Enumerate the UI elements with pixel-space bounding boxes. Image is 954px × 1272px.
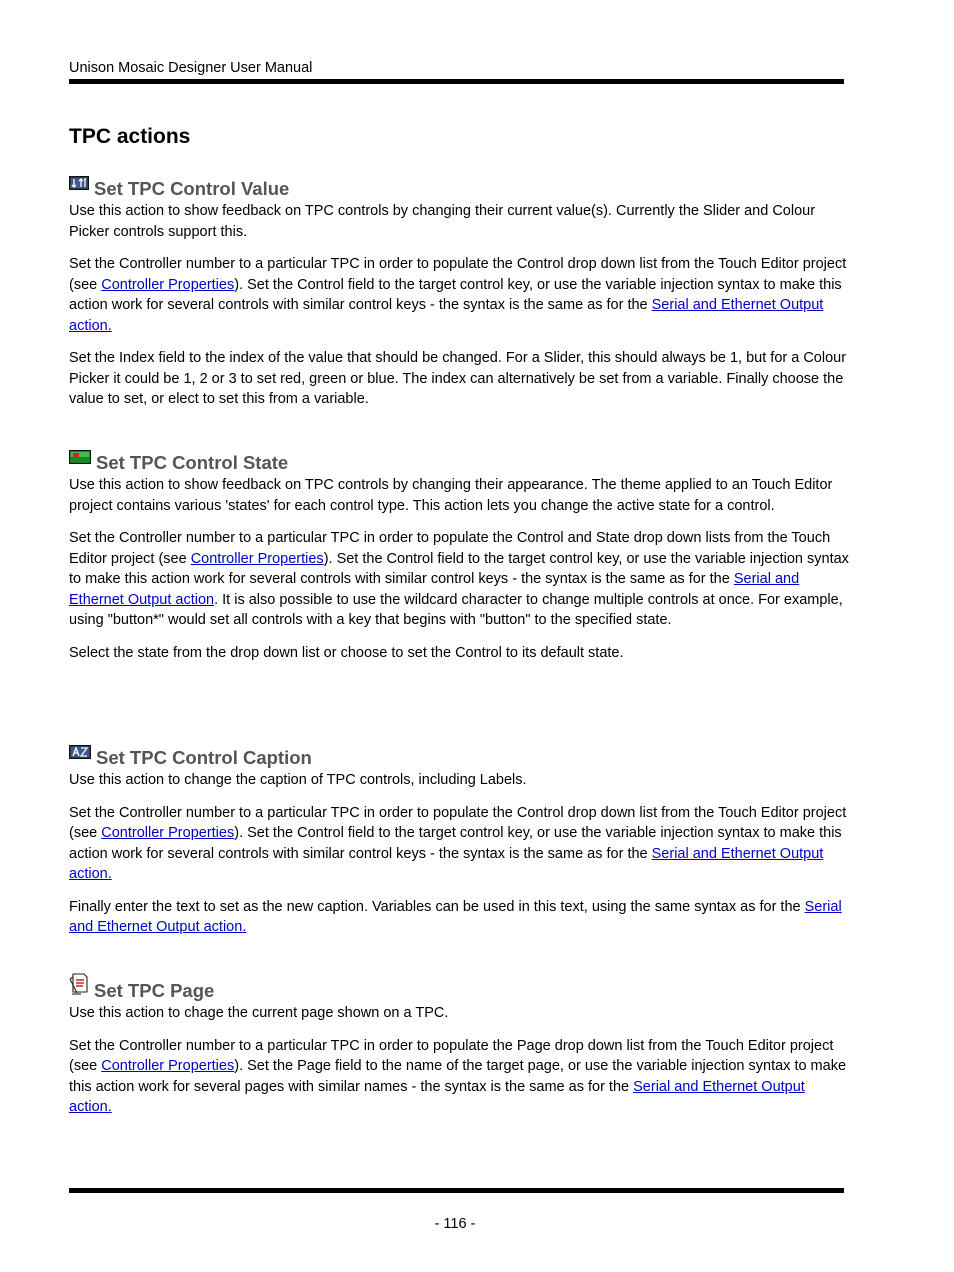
- section-heading: [69, 746, 851, 770]
- serial-ethernet-link[interactable]: Serial and Ethernet Output action.: [69, 845, 824, 882]
- serial-ethernet-link[interactable]: Serial and Ethernet Output action.: [69, 898, 842, 935]
- paragraph-text: ). Set the Control field to the target control key, or use the variable injection syntax to make this action work for several controls with similar control keys - the syntax is the same as for the: [69, 276, 842, 313]
- body-paragraph: [69, 803, 851, 885]
- body-paragraph: [69, 528, 851, 631]
- section-set-tpc-page: [69, 979, 851, 1118]
- paragraph-text: ). Set the Page field to the name of the target page, or use the variable injection syntax to make this action work for several pages with similar names - the syntax is the same as for the: [69, 1058, 847, 1095]
- controller-properties-link[interactable]: Controller Properties: [190, 550, 324, 567]
- page-title: TPC actions: [69, 125, 191, 148]
- paragraph-text: Set the Controller number to a particular TPC in order to populate the Control and State drop down lists from the Touch Editor project (see: [69, 530, 831, 567]
- running-header: Unison Mosaic Designer User Manual: [69, 60, 313, 76]
- paragraph-text: Set the Index field to the index of the value that should be changed. For a Slider, this should always be 1, but for a Colour Picker it could be 1, 2 or 3 to set red, green or blue. The index can alternatively be set from a variable. Finally choose the value to set, or elect to set this from a variable.: [69, 350, 847, 407]
- section-body: [69, 1003, 851, 1118]
- body-paragraph: [69, 254, 851, 336]
- serial-ethernet-link[interactable]: Serial and Ethernet Output action.: [69, 297, 824, 334]
- paragraph-text: Set the Controller number to a particular TPC in order to populate the Page drop down list from the Touch Editor project (see: [69, 1037, 834, 1074]
- section-heading: [69, 177, 851, 201]
- section-heading: [69, 451, 851, 475]
- section-title: Set TPC Control State: [96, 452, 289, 473]
- paragraph-text: Set the Controller number to a particular TPC in order to populate the Control drop down list from the Touch Editor project (see: [69, 804, 847, 841]
- section-title: Set TPC Control Caption: [96, 747, 312, 768]
- footer-rule: [69, 1188, 844, 1193]
- controller-properties-link[interactable]: Controller Properties: [101, 825, 235, 841]
- page-icon: [69, 973, 89, 1000]
- section-body: [69, 201, 851, 410]
- section-set-tpc-control-state: [69, 451, 851, 663]
- section-title: Set TPC Page: [94, 980, 215, 1001]
- paragraph-text: ). Set the Control field to the target control key, or use the variable injection syntax to make this action work for several controls with similar control keys - the syntax is the same as for the: [69, 825, 842, 862]
- paragraph-text: . It is also possible to use the wildcard character to change multiple controls at once. For example, using "button*" would set all controls with a key that begins with "button" to the specified state.: [69, 591, 843, 628]
- paragraph-text: Select the state from the drop down list or choose to set the Control to its default state.: [69, 644, 624, 661]
- controller-properties-link[interactable]: Controller Properties: [101, 1058, 235, 1074]
- section-title: Set TPC Control Value: [94, 178, 290, 199]
- body-paragraph: [69, 897, 851, 938]
- section-heading: [69, 979, 851, 1003]
- section-set-tpc-control-value: [69, 177, 851, 410]
- paragraph-text: ). Set the Control field to the target control key, or use the variable injection syntax to make this action work for several controls with similar control keys - the syntax is the same as for the: [69, 550, 849, 587]
- caption-az-icon: [69, 742, 91, 764]
- paragraph-text: Use this action to show feedback on TPC controls by changing their current value(s). Currently the Slider and Colour Picker controls support this.: [69, 203, 816, 240]
- paragraph-text: Use this action to chage the current page shown on a TPC.: [69, 1005, 449, 1021]
- paragraph-text: Finally enter the text to set as the new caption. Variables can be used in this text, using the same syntax as for the: [69, 898, 805, 915]
- body-paragraph: [69, 1036, 851, 1118]
- paragraph-text: Use this action to change the caption of TPC controls, including Labels.: [69, 772, 527, 788]
- controller-properties-link[interactable]: Controller Properties: [101, 276, 235, 293]
- page-number: - 116 -: [434, 1216, 476, 1232]
- serial-ethernet-link[interactable]: Serial and Ethernet Output action.: [69, 1078, 805, 1115]
- paragraph-text: Use this action to show feedback on TPC controls by changing their appearance. The theme applied to an Touch Editor project contains various 'states' for each control type. This action lets you change the active state for a control.: [69, 477, 833, 514]
- section-body: [69, 770, 851, 938]
- paragraph-text: Set the Controller number to a particular TPC in order to populate the Control drop down list from the Touch Editor project (see: [69, 256, 847, 293]
- body-paragraph: [69, 643, 851, 664]
- serial-ethernet-link[interactable]: Serial and Ethernet Output action: [69, 571, 800, 608]
- body-paragraph: [69, 348, 851, 410]
- header-rule: [69, 79, 844, 84]
- body-paragraph: [69, 201, 851, 242]
- body-paragraph: [69, 1003, 851, 1024]
- section-body: [69, 475, 851, 663]
- section-set-tpc-control-caption: [69, 746, 851, 938]
- slider-value-icon: [69, 173, 89, 195]
- control-state-icon: [69, 447, 91, 469]
- body-paragraph: [69, 770, 851, 791]
- body-paragraph: [69, 475, 851, 516]
